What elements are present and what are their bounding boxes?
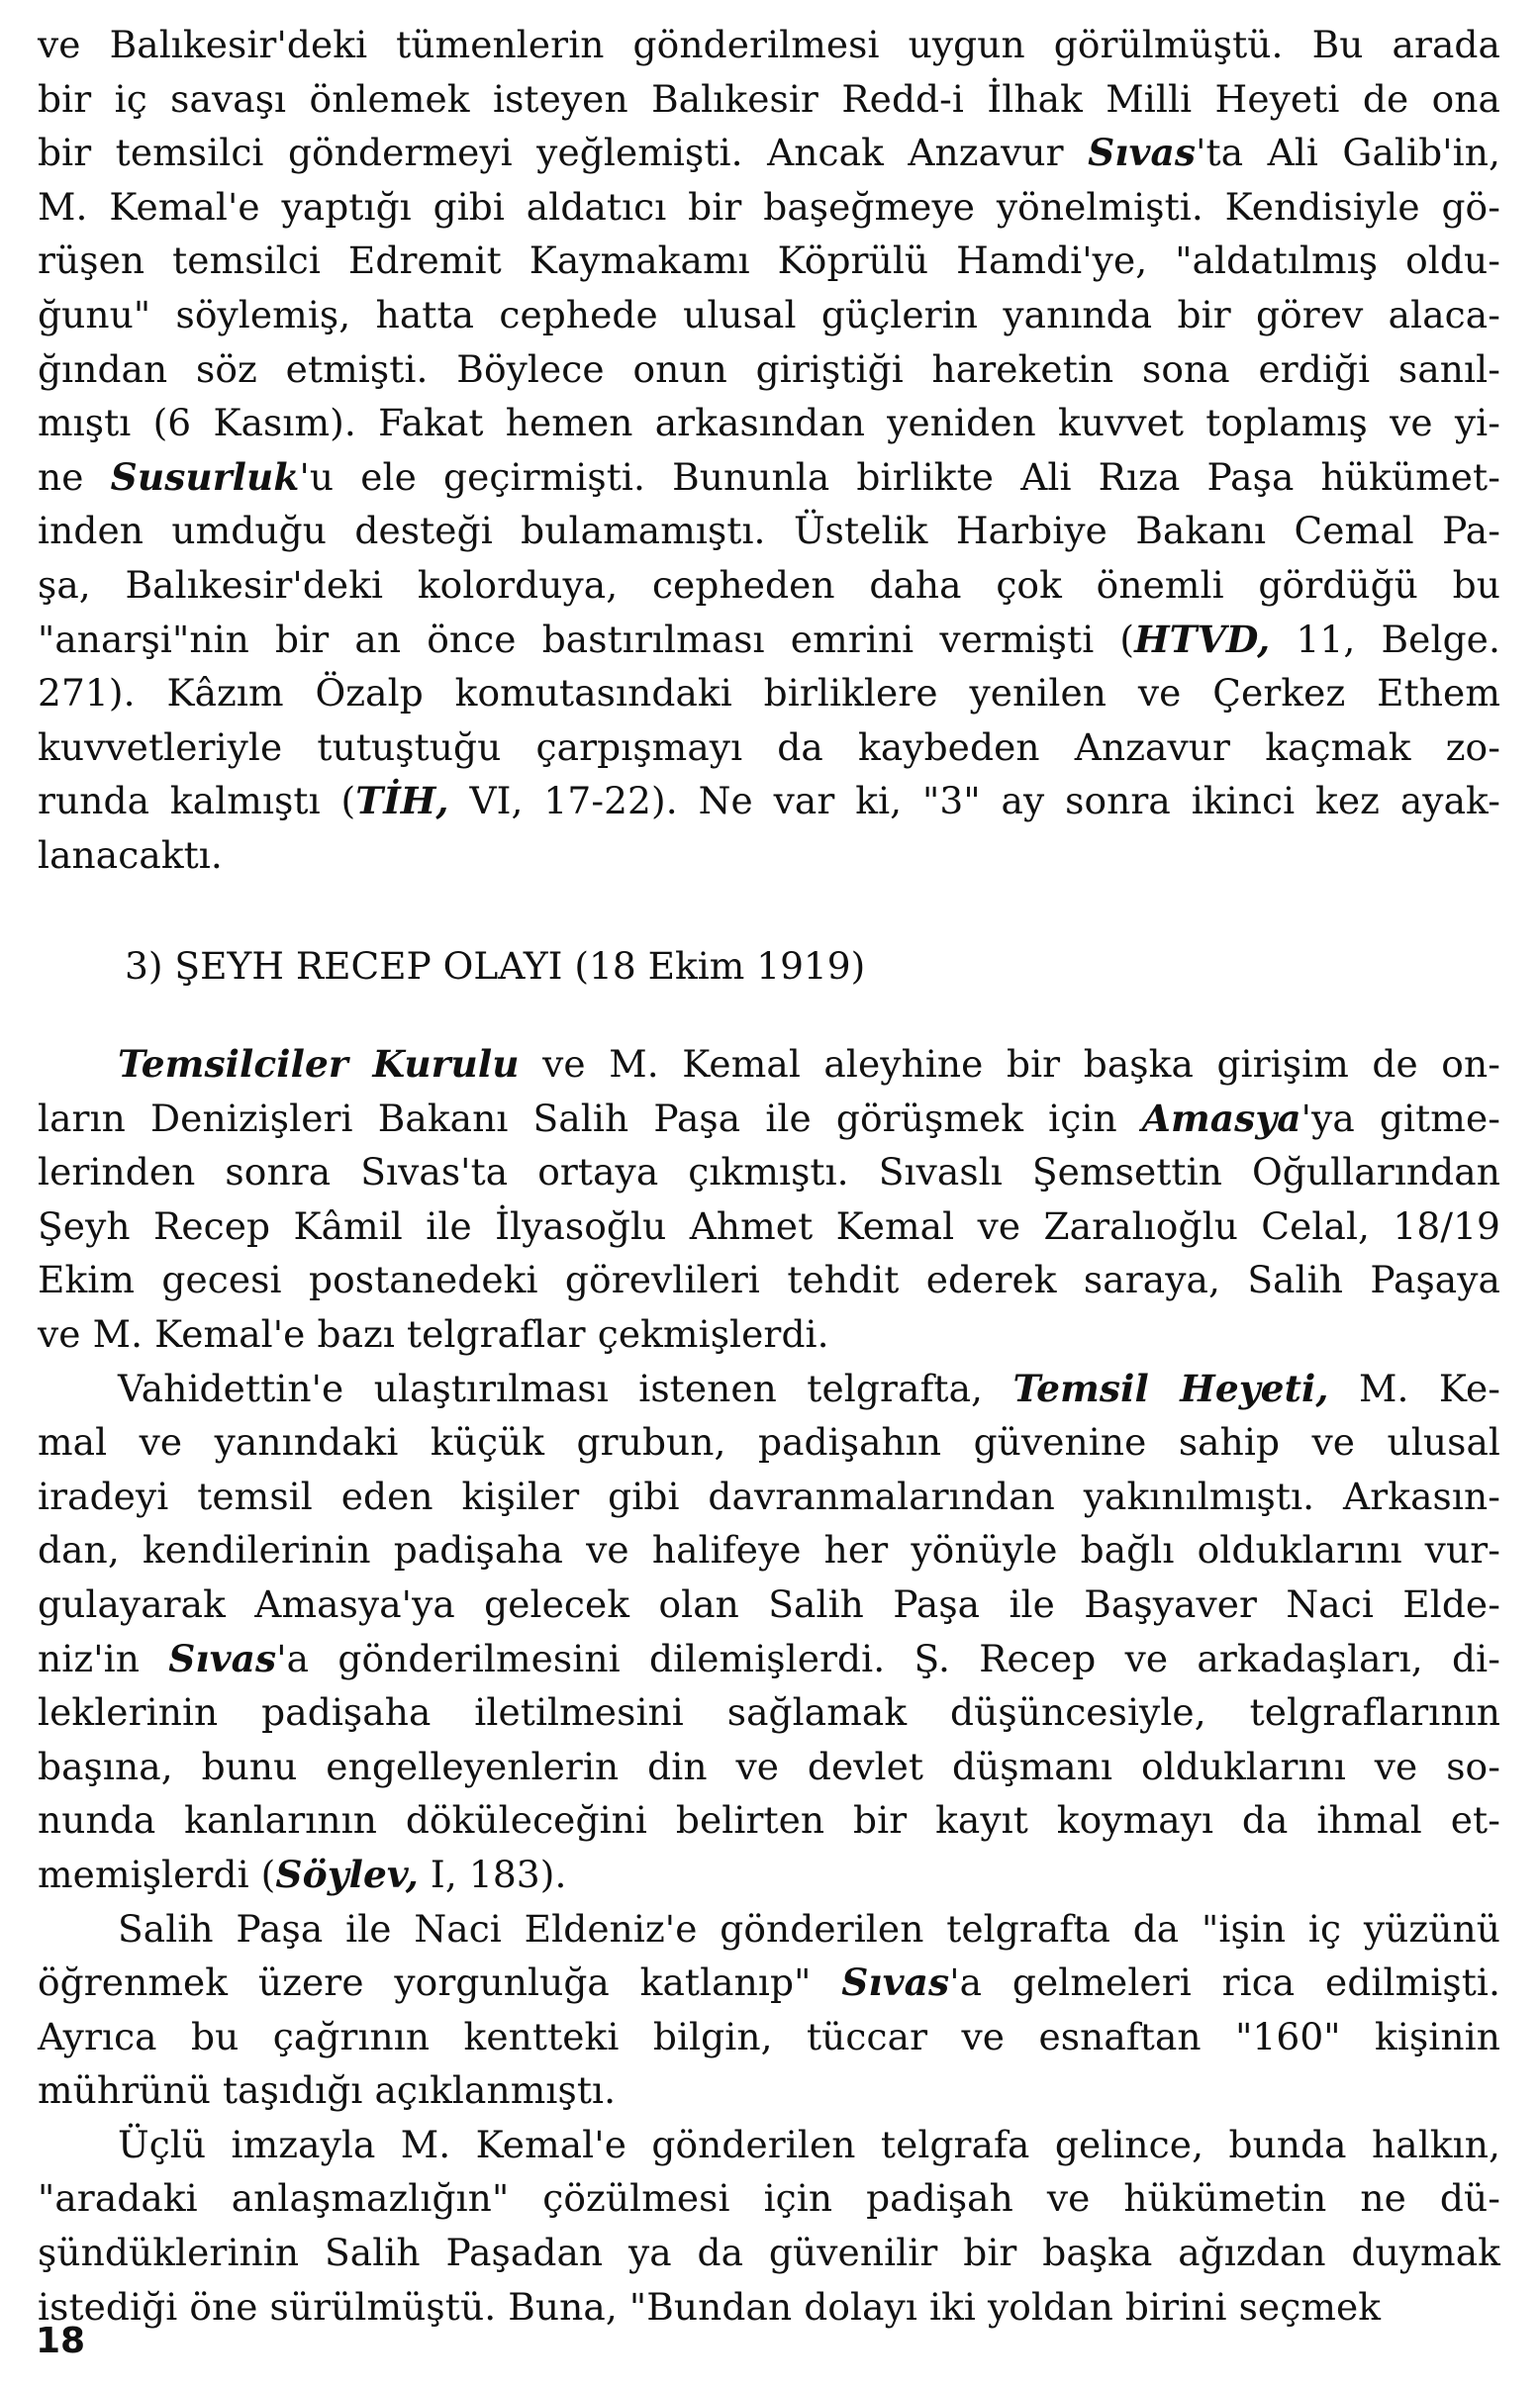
text-line: lerinden sonra Sıvas'ta ortaya çıkmıştı. Sıvaslı Şemsettin Oğullarından (38, 1150, 1500, 1194)
text-line: M. Kemal'e yaptığı gibi aldatıcı bir başeğmeye yönelmişti. Kendisiyle gö- (38, 184, 1500, 229)
emphasis-text: TİH, (355, 779, 449, 823)
text-line: ve M. Kemal'e bazı telgraflar çekmişlerdi. (38, 1311, 829, 1356)
emphasis-text: Temsil Heyeti, (1012, 1366, 1329, 1410)
text-line: 271). Kâzım Özalp komutasındaki birliklere yenilen ve Çerkez Ethem (38, 671, 1500, 716)
text-line: gulayarak Amasya'ya gelecek olan Salih Paşa ile Başyaver Naci Elde- (38, 1581, 1500, 1626)
text-line: bir temsilci göndermeyi yeğlemişti. Ancak Anzavur Sıvas'ta Ali Galib'in, (38, 131, 1500, 175)
emphasis-text: HTVD, (1134, 617, 1271, 661)
text-line: rüşen temsilci Edremit Kaymakamı Köprülü Hamdi'ye, "aldatılmış oldu- (38, 239, 1500, 283)
text-line: ğından söz etmişti. Böylece onun giriştiği hareketin sona erdiği sanıl- (38, 346, 1500, 391)
text-line: başına, bunu engelleyenlerin din ve devlet düşmanı olduklarını ve so- (38, 1744, 1500, 1788)
text-line: Ekim gecesi postanedeki görevlileri tehdit ederek saraya, Salih Paşaya (38, 1258, 1500, 1302)
text-line: ların Denizişleri Bakanı Salih Paşa ile görüşmek için Amasya'ya gitme- (38, 1096, 1501, 1140)
text-line: leklerinin padişaha iletilmesini sağlamak düşüncesiyle, telgraflarının (38, 1690, 1500, 1735)
text-line: Üçlü imzayla M. Kemal'e gönderilen telgrafa gelince, bunda halkın, (118, 2122, 1500, 2166)
text-line: istediği öne sürülmüştü. Buna, "Bundan dolayı iki yoldan birini seçmek (38, 2284, 1382, 2329)
text-line: Şeyh Recep Kâmil ile İlyasoğlu Ahmet Kemal ve Zaralıoğlu Celal, 18/19 (38, 1203, 1500, 1248)
text-line: ne Susurluk'u ele geçirmişti. Bununla birlikte Ali Rıza Paşa hükümet- (38, 454, 1500, 499)
text-line: öğrenmek üzere yorgunluğa katlanıp" Sıvas'a gelmeleri rica edilmişti. (38, 1960, 1500, 2005)
text-line: ğunu" söylemiş, hatta cephede ulusal güçlerin yanında bir görev alaca- (38, 292, 1500, 336)
page-number: 18 (36, 2321, 86, 2361)
text-line: Salih Paşa ile Naci Eldeniz'e gönderilen telgrafta da "işin iç yüzünü (118, 1906, 1500, 1951)
paragraph-anzavur (38, 18, 1500, 883)
text-line: runda kalmıştı (TİH, VI, 17-22). Ne var ki, "3" ay sonra ikinci kez ayak- (38, 779, 1500, 823)
text-line: Temsilciler Kurulu ve M. Kemal aleyhine bir başka girişim de on- (118, 1042, 1501, 1086)
emphasis-text: Sıvas (841, 1960, 950, 2005)
text-line: Ayrıca bu çağrının kentteki bilgin, tüccar ve esnaftan "160" kişinin (38, 2014, 1500, 2058)
emphasis-text: Temsilciler Kurulu (118, 1042, 520, 1086)
text-line: Vahidettin'e ulaştırılması istenen telgrafta, Temsil Heyeti, M. Ke- (118, 1366, 1501, 1410)
text-line: şa, Balıkesir'deki kolorduya, cepheden daha çok önemli gördüğü bu (38, 562, 1500, 607)
emphasis-text: Susurluk (110, 454, 300, 499)
section-heading: 3) ŞEYH RECEP OLAYI (18 Ekim 1919) (125, 944, 866, 988)
emphasis-text: Söylev, (275, 1852, 419, 1896)
text-line: mal ve yanındaki küçük grubun, padişahın güvenine sahip ve ulusal (38, 1420, 1500, 1465)
text-line: iradeyi temsil eden kişiler gibi davranmalarından yakınılmıştı. Arkasın- (38, 1474, 1500, 1518)
text-line: mıştı (6 Kasım). Fakat hemen arkasından yeniden kuvvet toplamış ve yi- (38, 401, 1500, 445)
text-line: dan, kendilerinin padişaha ve halifeye her yönüyle bağlı olduklarını vur- (38, 1528, 1500, 1573)
text-line: bir iç savaşı önlemek isteyen Balıkesir Redd-i İlhak Milli Heyeti de ona (38, 76, 1500, 121)
emphasis-text: Amasya (1141, 1096, 1301, 1140)
text-line: "anarşi"nin bir an önce bastırılması emrini vermişti (HTVD, 11, Belge. (38, 617, 1500, 661)
text-line: "aradaki anlaşmazlığın" çözülmesi için padişah ve hükümetin ne dü- (38, 2176, 1500, 2221)
text-line: lanacaktı. (38, 832, 223, 877)
text-line: kuvvetleriyle tutuştuğu çarpışmayı da kaybeden Anzavur kaçmak zo- (38, 724, 1500, 769)
section-body-seyh-recep (38, 1037, 1500, 2334)
text-line: nunda kanlarının döküleceğini belirten bir kayıt koymayı da ihmal et- (38, 1798, 1500, 1843)
emphasis-text: Sıvas (168, 1636, 277, 1680)
text-line: şündüklerinin Salih Paşadan ya da güvenilir bir başka ağızdan duymak (38, 2231, 1500, 2275)
text-line: inden umduğu desteği bulamamıştı. Üstelik Harbiye Bakanı Cemal Pa- (38, 509, 1500, 553)
text-line: niz'in Sıvas'a gönderilmesini dilemişlerdi. Ş. Recep ve arkadaşları, di- (38, 1636, 1500, 1680)
text-line: memişlerdi (Söylev, I, 183). (38, 1852, 567, 1896)
text-line: mührünü taşıdığı açıklanmıştı. (38, 2068, 617, 2113)
text-line: ve Balıkesir'deki tümenlerin gönderilmesi uygun görülmüştü. Bu arada (38, 23, 1500, 66)
emphasis-text: Sıvas (1088, 131, 1197, 175)
